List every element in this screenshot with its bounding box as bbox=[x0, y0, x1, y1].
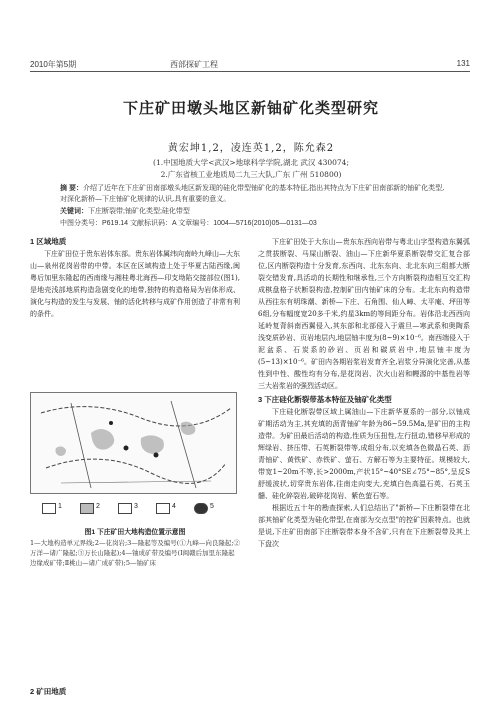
legend-label-3: 3 bbox=[134, 503, 138, 510]
right-paragraph-3: 根据近五十年的勘查探索,人们总结出了"新桥—下庄断裂带在北部其铀矿化类型为硅化带型,在南部为交点型"的控矿因素特点。也就是说,下庄矿田南部下庄断裂带本身不含矿,只有在下庄断裂带及其上下盘次 bbox=[258, 504, 470, 548]
abstract-text: 介绍了近年在下庄矿田南部墩头地区新发现的硅化带型铀矿化的基本特征,指出其特点为下庄矿田南部新的铀矿化类型,对深化新桥—下庄铀矿化规律的认识,具有重要的意义。 bbox=[60, 184, 445, 203]
keywords bbox=[60, 206, 460, 216]
keywords-label: 关键词： bbox=[60, 208, 88, 215]
legend-label-4: 4 bbox=[172, 503, 176, 510]
keywords-text: 下庄断裂带;铀矿化类型;硅化带型 bbox=[88, 208, 190, 215]
legend-swatch-5 bbox=[194, 503, 208, 514]
figure-note: 1—大地构造单元界线;2—花岗岩;3—隆起等及编号(①九峰—向良隆起;②万洋—诸广隆起;③万长山隆起);4—铀成矿带及编号(Ⅰ闽赣后加里东隆起边缘成矿带;Ⅱ桃山—诸广成矿带);5—铀矿床 bbox=[30, 539, 241, 567]
right-paragraph-2: 下庄硅化断裂带区域上属油山—下庄新华夏系的一部分,以铀成矿期活动为主,其充填的沥青铀矿年龄为86~59.5Ma,是矿田的主构造带。为矿田最后活动的构造,性质为压扭性,左行扭动,错移早形成的辉绿岩、挤压带、石英断裂带等,成组分布,以充填各色微晶石英、沥青铀矿、黄铁矿、赤铁矿、萤石、方解石等为主要特征。规模较大,带宽1~20m不等,长>2000m,产状15°~40°SE∠75°~85°,呈反S舒缓波状,切穿贵东岩体,往南走向变大,充填白色高温石英、石英玉髓、硅化碎裂岩,破碎花岗岩、紫色萤石等。 bbox=[258, 408, 470, 500]
section-1-heading: 1 区域地质 bbox=[30, 237, 67, 246]
section-3-heading: 3 下庄硅化断裂带基本特征及铀矿化类型 bbox=[258, 395, 392, 404]
journal-name: 西部探矿工程 bbox=[170, 60, 218, 69]
section-2-block bbox=[30, 686, 240, 698]
figure-caption: 图1 下庄矿田大地构造位置示意图 bbox=[84, 529, 186, 536]
authors: 黄宏坤1,2，凌连英1,2，陈允森2 bbox=[167, 143, 335, 154]
right-paragraph-1: 下庄矿田处于大东山—贵东东西向岩带与粤北山字型构造东翼弧之贯拔断裂、马屎山断裂、油山—下庄新华夏系断裂带交汇复合部位,区内断裂构造十分发育,东西向、北东东向、北北东向三组都大断裂交错发育,具活动的长期性和继承性,三个方向断裂构造相互交汇构成棋盘格子状断裂构造,控制矿田内铀矿床的分布。北北东向构造带从西往东有明珠潮、新桥—下庄、石角围、仙人嶂、太平庵、坪田等6组,分布幅度宽20多千米,约星3km的等间距分布。岩体沿北西西向延岭复背斜南西翼侵入,其东部和北部侵入于震旦—寒武系和奥陶系浅变质砂岩、页岩地层内,地层铀丰度为(8~9)×10⁻⁶。南西端侵入于泥盆系、石炭系的砂岩、页岩和碳质岩中,地层铀丰度为(5~13)×10⁻⁶。矿田内各期岩浆岩发育齐全,岩浆分异演化完善,从基性到中性、酸性均有分布,是花岗岩、次火山岩和幔源的中基性岩等三大岩浆岩的强烈活动区。 bbox=[258, 238, 470, 390]
header-rule bbox=[30, 71, 470, 72]
affiliation-1: (1.中国地质大学<武汉>地球科学学院,湖北 武汉 430074; bbox=[153, 158, 349, 167]
page-number: 131 bbox=[456, 59, 470, 68]
right-column bbox=[258, 236, 470, 550]
legend-label-5: 5 bbox=[210, 503, 214, 510]
legend-swatch-3 bbox=[118, 503, 132, 514]
section-2-heading: 2 矿田地质 bbox=[30, 687, 67, 696]
section-1-body: 下庄矿田位于贵东岩体东部。贵东岩体属纬向南岭九峰山—大东山—泉州花岗岩带的中带。本区在区域构造上处于华夏古陆西缘,闽粤后加里东隆起的西南缘与湘桂粤北海西—印支坳陷交接部位(图1),是地壳浅部地质构造急剧变化的地带,独特的构造格局为岩体形成、演化与构造的发生与发展、铀的活化转移与成矿作用创造了非常有利的条件。 bbox=[30, 250, 240, 318]
article-title: 下庄矿田墩头地区新铀矿化类型研究 bbox=[122, 100, 379, 117]
abstract bbox=[60, 183, 445, 205]
figure-legend bbox=[32, 503, 232, 515]
map-drawing bbox=[31, 393, 236, 493]
abstract-label: 摘 要： bbox=[60, 185, 83, 192]
legend-swatch-4 bbox=[156, 503, 170, 514]
tectonic-map-figure bbox=[30, 392, 237, 494]
legend-swatch-2 bbox=[80, 503, 94, 514]
legend-label-2: 2 bbox=[96, 503, 100, 510]
issue-label: 2010年第5期 bbox=[30, 60, 77, 69]
affiliation-2: 2.广东省核工业地质局二九三大队,广东 广州 510800) bbox=[160, 170, 342, 179]
classification-line: 中图分类号：P619.14 文献标识码：A 文章编号：1004—5716(2010)05—0131—03 bbox=[60, 220, 317, 227]
legend-label-1: 1 bbox=[58, 503, 62, 510]
legend-swatch-1 bbox=[42, 503, 56, 514]
left-column bbox=[30, 236, 240, 320]
